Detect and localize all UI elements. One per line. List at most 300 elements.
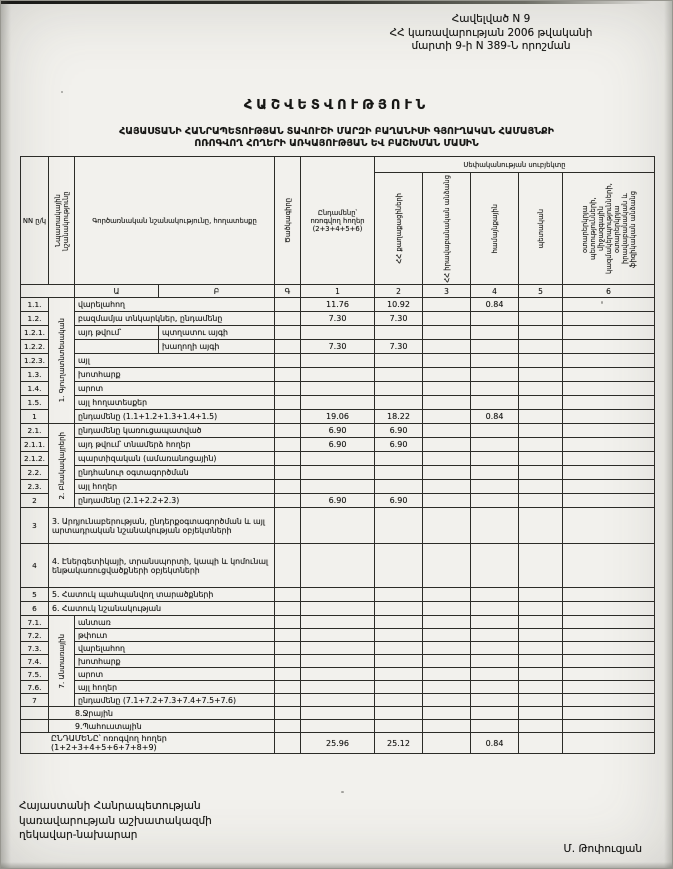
table-row — [21, 298, 655, 312]
value-cell — [519, 629, 563, 642]
group-label — [49, 298, 75, 424]
value-cell — [519, 616, 563, 629]
value-cell — [423, 452, 471, 466]
value-cell — [375, 681, 423, 694]
value-cell — [471, 694, 519, 707]
value-cell — [375, 616, 423, 629]
letters-spacer — [21, 285, 75, 298]
value-cell — [563, 668, 655, 681]
value-cell — [375, 368, 423, 382]
value-cell — [423, 312, 471, 326]
value-cell: 0.84 — [471, 733, 519, 754]
value-cell — [301, 588, 375, 602]
value-cell — [471, 668, 519, 681]
row-label: ընդամենը կառուցապատված — [75, 424, 275, 438]
value-cell — [301, 368, 375, 382]
row-label-left — [75, 340, 159, 354]
value-cell — [375, 354, 423, 368]
value-cell — [275, 452, 301, 466]
value-cell — [471, 707, 519, 720]
value-cell — [519, 707, 563, 720]
row-label: վարելահող — [75, 642, 275, 655]
value-cell — [423, 668, 471, 681]
value-cell — [423, 733, 471, 754]
value-cell — [275, 382, 301, 396]
category-label: 8.Ջրային — [49, 707, 275, 720]
value-cell — [563, 466, 655, 480]
value-cell: 0.84 — [471, 410, 519, 424]
value-cell — [423, 616, 471, 629]
value-cell — [563, 508, 655, 544]
value-cell — [563, 312, 655, 326]
col-header-own-legal-text: ՀՀ իրավաբանական անձանց — [442, 174, 451, 283]
value-cell — [275, 629, 301, 642]
value-cell — [275, 694, 301, 707]
value-cell: 25.12 — [375, 733, 423, 754]
value-cell — [519, 452, 563, 466]
value-cell: 6.90 — [301, 438, 375, 452]
row-number: 2.2. — [21, 466, 49, 480]
value-cell: 7.30 — [301, 312, 375, 326]
footer-line-2: կառավարության աշխատակազմի — [19, 814, 212, 827]
value-cell — [423, 707, 471, 720]
table-row — [21, 544, 655, 588]
value-cell — [275, 733, 301, 754]
value-cell — [275, 368, 301, 382]
row-label-right: խաղողի այգի — [159, 340, 275, 354]
row-number: 1.2.2. — [21, 340, 49, 354]
value-cell: 7.30 — [375, 340, 423, 354]
value-cell — [519, 733, 563, 754]
value-cell — [375, 720, 423, 733]
value-cell — [275, 588, 301, 602]
value-cell — [375, 602, 423, 616]
value-cell — [423, 354, 471, 368]
column-letter: 1 — [301, 285, 375, 298]
category-label: 9.Պահուստային — [49, 720, 275, 733]
table-row — [21, 480, 655, 494]
row-label: թփուտ — [75, 629, 275, 642]
value-cell — [519, 720, 563, 733]
value-cell — [563, 424, 655, 438]
table-row — [21, 494, 655, 508]
value-cell — [471, 655, 519, 668]
value-cell — [423, 480, 471, 494]
value-cell — [563, 494, 655, 508]
value-cell — [563, 410, 655, 424]
table-row — [21, 720, 655, 733]
report-subtitle-1: ՀԱՅԱՍՏԱՆԻ ՀԱՆՐԱՊԵՏՈՒԹՅԱՆ ՏԱՎՈՒՇԻ ՄԱՐԶԻ ԲԱՂԱՆԻՍԻ ԳՅՈՒՂԱԿԱՆ ՀԱՄԱՅՆՔԻ — [119, 126, 554, 137]
value-cell — [423, 396, 471, 410]
row-label: ընդամենը (2.1+2.2+2.3) — [75, 494, 275, 508]
value-cell — [563, 616, 655, 629]
col-header-total: Ընդամենը՝ ոռոգվող հողեր (2+3+4+5+6) — [301, 157, 375, 285]
value-cell — [301, 326, 375, 340]
col-header-own-state-text: պետական — [536, 208, 545, 249]
header-row-top — [21, 157, 655, 173]
report-subtitle-2: ՈՌՈԳՎՈՂ ՀՈՂԵՐԻ ԱՌԿԱՅՈՒԹՅԱՆ ԵՎ ԲԱՇԽՄԱՆ ՄԱՍԻՆ — [194, 138, 479, 149]
value-cell — [301, 668, 375, 681]
value-cell — [519, 544, 563, 588]
table-row — [21, 602, 655, 616]
value-cell — [563, 642, 655, 655]
row-label: պարտիզական (ամառանոցային) — [75, 452, 275, 466]
title-block — [1, 98, 672, 150]
table-row — [21, 396, 655, 410]
value-cell — [519, 694, 563, 707]
col-header-own-foreign — [563, 173, 655, 285]
value-cell — [275, 720, 301, 733]
table-row — [21, 629, 655, 642]
row-number: 2.1. — [21, 424, 49, 438]
group-label-text: 1. Գյուղատնտեսական — [57, 318, 66, 403]
value-cell: 10.92 — [375, 298, 423, 312]
value-cell — [563, 544, 655, 588]
value-cell — [275, 354, 301, 368]
col-header-purpose — [49, 157, 75, 285]
value-cell — [275, 466, 301, 480]
column-letter: Ա — [75, 285, 159, 298]
value-cell — [423, 466, 471, 480]
value-cell — [471, 368, 519, 382]
category-label: 3. Արդյունաբերության, ընդերքօգտագործման և այլ արտադրական նշանակության օբյեկտների — [49, 508, 275, 544]
scan-speck — [61, 91, 63, 93]
value-cell — [519, 340, 563, 354]
value-cell — [423, 340, 471, 354]
row-label-right: պտղատու այգի — [159, 326, 275, 340]
value-cell — [471, 354, 519, 368]
table-row — [21, 452, 655, 466]
col-header-functional: Գործառնական նշանակությունը, հողատեսքը — [75, 157, 275, 285]
value-cell — [563, 707, 655, 720]
row-number: 7 — [21, 694, 49, 707]
value-cell — [301, 466, 375, 480]
row-number: 2.1.1. — [21, 438, 49, 452]
value-cell — [423, 720, 471, 733]
value-cell — [471, 340, 519, 354]
value-cell: 0.84 — [471, 298, 519, 312]
value-cell — [301, 642, 375, 655]
value-cell — [519, 602, 563, 616]
col-header-own-citizens-text: ՀՀ քաղաքացիների — [394, 193, 403, 264]
col-header-code — [275, 157, 301, 285]
value-cell — [275, 602, 301, 616]
group-label — [49, 616, 75, 707]
value-cell — [275, 312, 301, 326]
row-label: այլ հողեր — [75, 681, 275, 694]
row-label: ընդամենը (7.1+7.2+7.3+7.4+7.5+7.6) — [75, 694, 275, 707]
header-row-letters — [21, 285, 655, 298]
value-cell — [471, 588, 519, 602]
row-label: արոտ — [75, 382, 275, 396]
column-letter: Բ — [159, 285, 275, 298]
value-cell — [519, 312, 563, 326]
value-cell — [375, 668, 423, 681]
value-cell — [275, 655, 301, 668]
column-letter: 4 — [471, 285, 519, 298]
row-label: այլ հողատեսքեր — [75, 396, 275, 410]
value-cell — [519, 382, 563, 396]
scan-edge-artifact-bottom — [1, 862, 672, 868]
value-cell — [301, 681, 375, 694]
row-label: այլ հողեր — [75, 480, 275, 494]
value-cell — [423, 494, 471, 508]
value-cell: 6.90 — [375, 494, 423, 508]
table-row — [21, 326, 655, 340]
value-cell — [519, 326, 563, 340]
value-cell — [275, 668, 301, 681]
value-cell — [519, 410, 563, 424]
value-cell — [423, 410, 471, 424]
value-cell — [519, 508, 563, 544]
table-row — [21, 681, 655, 694]
value-cell: 6.90 — [301, 424, 375, 438]
value-cell — [563, 340, 655, 354]
value-cell — [423, 438, 471, 452]
column-letter: 5 — [519, 285, 563, 298]
table-row — [21, 694, 655, 707]
table-row — [21, 588, 655, 602]
value-cell — [275, 424, 301, 438]
value-cell — [423, 544, 471, 588]
value-cell — [423, 642, 471, 655]
value-cell — [301, 655, 375, 668]
value-cell — [519, 681, 563, 694]
row-number: 3 — [21, 508, 49, 544]
scan-speck — [341, 791, 344, 793]
value-cell — [563, 629, 655, 642]
value-cell — [301, 707, 375, 720]
value-cell — [301, 629, 375, 642]
value-cell — [423, 326, 471, 340]
value-cell — [275, 396, 301, 410]
table-row — [21, 642, 655, 655]
category-label: 4. Էներգետիկայի, տրանսպորտի, կապի և կոմունալ ենթակառուցվածքների օբյեկտների — [49, 544, 275, 588]
row-number: 1.5. — [21, 396, 49, 410]
row-number: 7.6. — [21, 681, 49, 694]
value-cell — [519, 480, 563, 494]
value-cell — [375, 326, 423, 340]
value-cell — [301, 452, 375, 466]
value-cell — [275, 616, 301, 629]
value-cell — [375, 655, 423, 668]
report-title: ՀԱՇՎԵՏՎՈՒԹՅՈՒՆ — [243, 98, 430, 113]
scan-edge-artifact-top — [1, 1, 672, 4]
value-cell — [519, 438, 563, 452]
value-cell — [563, 602, 655, 616]
value-cell: 7.30 — [301, 340, 375, 354]
appendix-block — [336, 13, 646, 54]
value-cell — [375, 480, 423, 494]
value-cell — [423, 681, 471, 694]
value-cell — [375, 707, 423, 720]
value-cell — [423, 629, 471, 642]
value-cell — [471, 602, 519, 616]
footer-line-3: ղեկավար-նախարար — [19, 829, 138, 841]
col-header-own-community-text: համայնքային — [490, 203, 499, 254]
value-cell — [563, 326, 655, 340]
value-cell — [301, 544, 375, 588]
value-cell — [301, 720, 375, 733]
value-cell — [471, 424, 519, 438]
row-label: ընդամենը (1.1+1.2+1.3+1.4+1.5) — [75, 410, 275, 424]
value-cell — [563, 452, 655, 466]
value-cell — [301, 694, 375, 707]
value-cell — [375, 466, 423, 480]
col-header-ownership-group: Սեփականության սուբյեկտը — [375, 157, 655, 173]
row-number: 5 — [21, 588, 49, 602]
row-number: 1.2. — [21, 312, 49, 326]
row-label: անտառ — [75, 616, 275, 629]
row-number: 7.5. — [21, 668, 49, 681]
value-cell — [563, 382, 655, 396]
table-row — [21, 368, 655, 382]
table-row — [21, 312, 655, 326]
value-cell — [563, 588, 655, 602]
row-label-left: այդ թվում՝ — [75, 326, 159, 340]
row-number: 2.3. — [21, 480, 49, 494]
report-table-body — [21, 298, 655, 754]
value-cell — [423, 508, 471, 544]
row-number: 2.1.2. — [21, 452, 49, 466]
value-cell — [375, 642, 423, 655]
value-cell — [275, 642, 301, 655]
value-cell — [301, 602, 375, 616]
value-cell — [275, 438, 301, 452]
row-number: 1.2.3. — [21, 354, 49, 368]
value-cell — [275, 681, 301, 694]
value-cell — [563, 396, 655, 410]
category-label: 6. Հատուկ նշանակության — [49, 602, 275, 616]
value-cell — [423, 655, 471, 668]
row-label: խոտհարք — [75, 368, 275, 382]
value-cell — [471, 480, 519, 494]
value-cell — [275, 480, 301, 494]
col-header-own-foreign-text: օտարերկրյա պետությունների, միջազգային կազմակերպությունների, օտարերկրյա իրավաբանական և ֆիզիկական անձանց — [580, 183, 637, 274]
value-cell — [519, 466, 563, 480]
table-row — [21, 410, 655, 424]
value-cell — [275, 410, 301, 424]
grand-total-label: ԸՆԴԱՄԵՆԸ՝ ոռոգվող հողեր (1+2+3+4+5+6+7+8+9) — [21, 733, 275, 754]
value-cell — [563, 681, 655, 694]
value-cell — [471, 494, 519, 508]
column-letter: 2 — [375, 285, 423, 298]
row-number: 4 — [21, 544, 49, 588]
value-cell — [471, 720, 519, 733]
value-cell — [301, 616, 375, 629]
value-cell — [275, 544, 301, 588]
value-cell — [423, 424, 471, 438]
value-cell — [471, 681, 519, 694]
row-number — [21, 720, 49, 733]
value-cell — [301, 508, 375, 544]
category-label: 5. Հատուկ պահպանվող տարածքների — [49, 588, 275, 602]
row-number — [21, 707, 49, 720]
row-label: այդ թվում՝ տնամերձ հողեր — [75, 438, 275, 452]
value-cell — [563, 694, 655, 707]
row-number: 7.1. — [21, 616, 49, 629]
value-cell — [375, 382, 423, 396]
row-number: 7.4. — [21, 655, 49, 668]
value-cell: 18.22 — [375, 410, 423, 424]
row-label: խոտհարք — [75, 655, 275, 668]
table-row — [21, 508, 655, 544]
value-cell — [275, 326, 301, 340]
value-cell — [471, 452, 519, 466]
value-cell — [471, 396, 519, 410]
value-cell — [275, 340, 301, 354]
row-label: ընդհանուր օգտագործման — [75, 466, 275, 480]
col-header-nn: NN ը/կ — [21, 157, 49, 285]
value-cell: 6.90 — [301, 494, 375, 508]
table-row — [21, 424, 655, 438]
value-cell — [519, 298, 563, 312]
value-cell — [423, 694, 471, 707]
row-number: 1.1. — [21, 298, 49, 312]
value-cell — [519, 642, 563, 655]
value-cell — [301, 382, 375, 396]
value-cell — [471, 382, 519, 396]
value-cell — [519, 368, 563, 382]
value-cell — [471, 312, 519, 326]
value-cell — [519, 494, 563, 508]
table-row — [21, 668, 655, 681]
value-cell — [375, 694, 423, 707]
value-cell — [519, 668, 563, 681]
column-letter: Գ — [275, 285, 301, 298]
row-label: վարելահող — [75, 298, 275, 312]
value-cell — [519, 424, 563, 438]
value-cell: 6.90 — [375, 424, 423, 438]
appendix-line-1: Հավելված N 9 — [451, 13, 531, 25]
value-cell — [519, 354, 563, 368]
col-header-own-citizens — [375, 173, 423, 285]
value-cell — [563, 655, 655, 668]
col-header-purpose-text: Նպատակային նշանակությունը — [53, 190, 70, 251]
group-label-text: 2. Բնակավայրերի — [57, 431, 66, 500]
row-number: 2 — [21, 494, 49, 508]
row-number: 1.4. — [21, 382, 49, 396]
value-cell — [471, 326, 519, 340]
value-cell — [375, 629, 423, 642]
group-label — [49, 424, 75, 508]
appendix-line-2: ՀՀ կառավարության 2006 թվականի — [389, 26, 593, 39]
table-row — [21, 616, 655, 629]
table-row — [21, 382, 655, 396]
report-table — [20, 156, 655, 754]
value-cell — [471, 629, 519, 642]
table-row — [21, 438, 655, 452]
value-cell — [375, 396, 423, 410]
row-number: 1.3. — [21, 368, 49, 382]
row-label: արոտ — [75, 668, 275, 681]
table-row — [21, 707, 655, 720]
footer-line-1: Հայաստանի Հանրապետության — [19, 800, 201, 812]
table-row — [21, 354, 655, 368]
value-cell — [423, 588, 471, 602]
value-cell — [275, 508, 301, 544]
value-cell — [563, 733, 655, 754]
value-cell — [375, 508, 423, 544]
value-cell — [471, 544, 519, 588]
table-header — [21, 157, 655, 298]
value-cell — [423, 368, 471, 382]
value-cell — [563, 368, 655, 382]
value-cell — [275, 298, 301, 312]
value-cell — [375, 588, 423, 602]
appendix-line-3: մարտի 9-ի N 389-Ն որոշման — [411, 40, 571, 52]
value-cell — [423, 382, 471, 396]
